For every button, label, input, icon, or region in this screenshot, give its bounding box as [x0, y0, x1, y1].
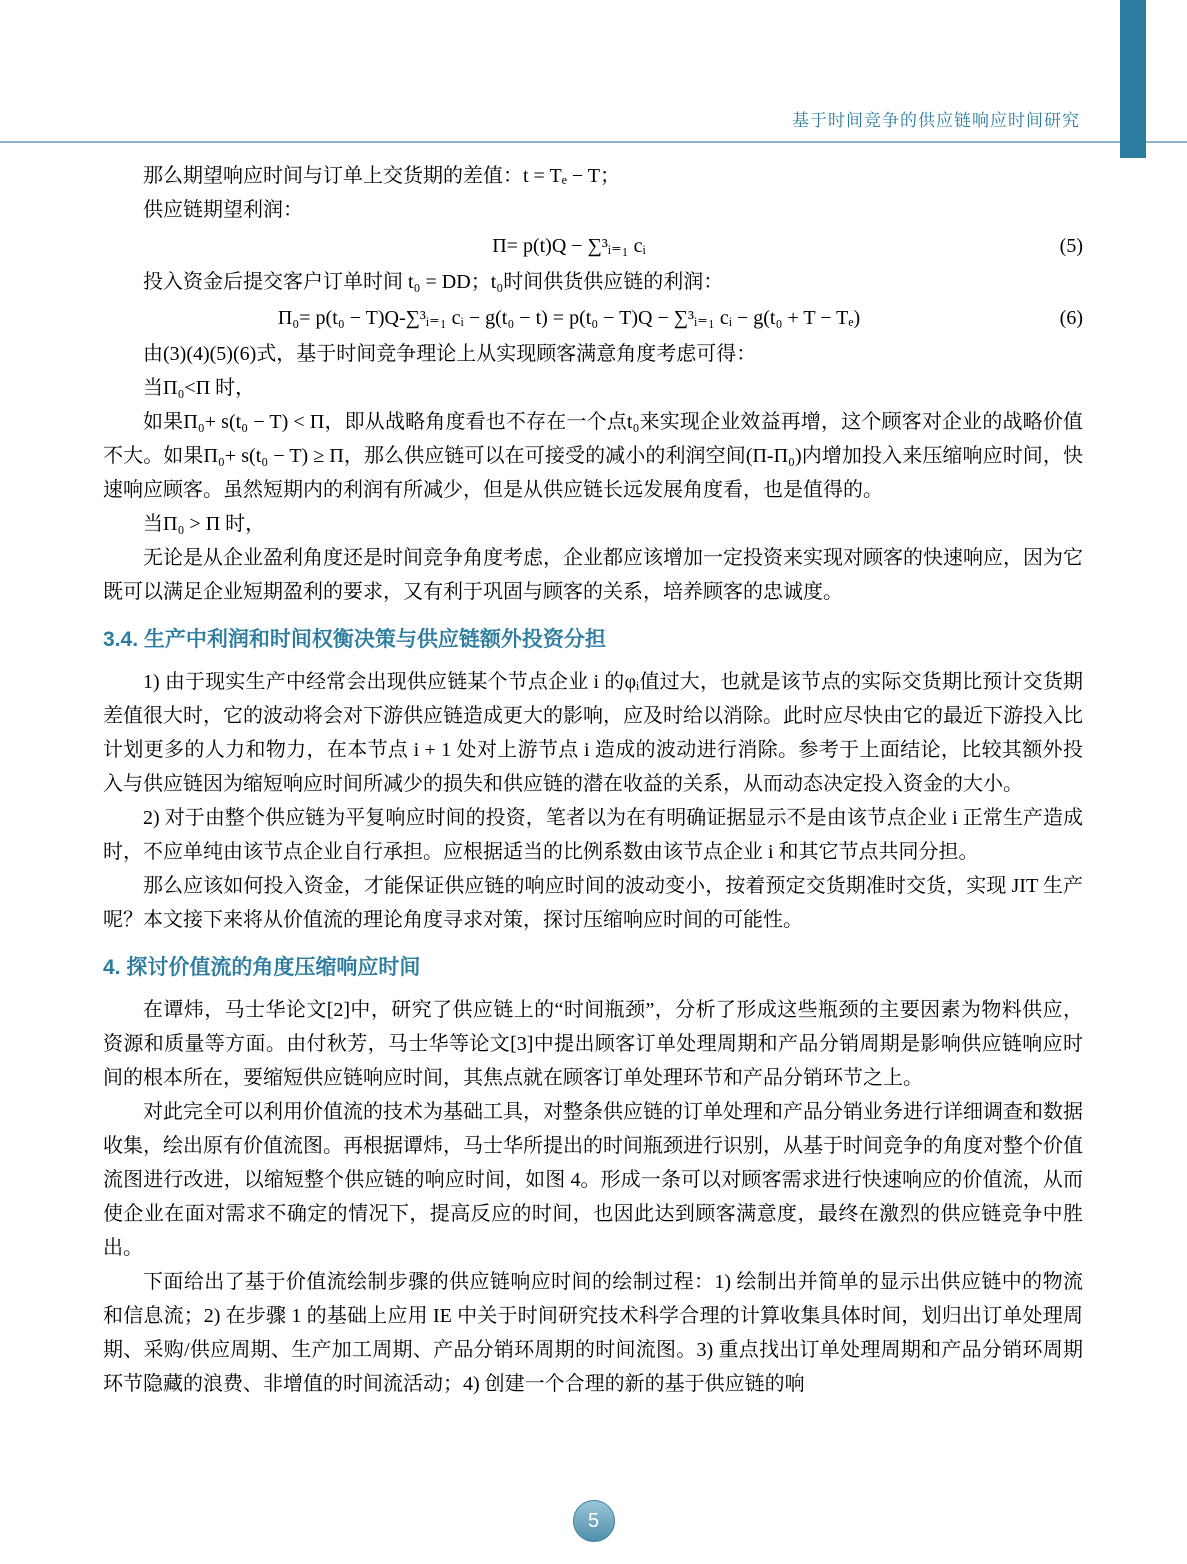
paragraph: 由(3)(4)(5)(6)式，基于时间竞争理论上从实现顾客满意角度考虑可得： [143, 343, 757, 365]
paragraph: 1) 由于现实生产中经常会出现供应链某个节点企业 i 的φᵢ值过大，也就是该节点的实际交货期比预计交货期差值很大时，它的波动将会对下游供应链造成更大的影响，应及时给以消除。此时应尽快由它的最近下游投入比计划更多的人力和物力，在本节点 i + 1 处对上游节点 i 造成的波动进行消除。参考于上面结论，比较其额外投入与供应链因为缩短响应时间所减少的损失和供应链的潜在收益的关系，从而动态决定投入资金的大小。 [103, 671, 1083, 795]
paragraph: 供应链期望利润： [143, 199, 303, 221]
paragraph: 如果Π₀+ s(t₀ − T) < Π，即从战略角度看也不存在一个点t₀来实现企业效益再增，这个顾客对企业的战略价值不大。如果Π₀+ s(t₀ − T) ≥ Π，那么供应链可以在可接受的减小的利润空间(Π-Π₀)内增加投入来压缩响应时间，快速响应顾客。虽然短期内的利润有所减少，但是从供应链长远发展角度看，也是值得的。 [103, 411, 1083, 501]
header-divider [0, 141, 1187, 143]
page-footer [0, 1500, 1187, 1542]
paragraph: 对此完全可以利用价值流的技术为基础工具，对整条供应链的订单处理和产品分销业务进行详细调查和数据收集，绘出原有价值流图。再根据谭炜，马士华所提出的时间瓶颈进行识别，从基于时间竞争的角度对整个价值流图进行改进，以缩短整个供应链的响应时间，如图 4。形成一条可以对顾客需求进行快速响应的价值流，从而使企业在面对需求不确定的情况下，提高反应的时间，也因此达到顾客满意度，最终在激烈的供应链竞争中胜出。 [103, 1101, 1083, 1259]
equation-6 [103, 299, 1083, 337]
equation-5-expression: Π= p(t)Q − ∑³ᵢ₌₁ cᵢ [492, 235, 646, 257]
page-header [0, 0, 1187, 131]
paragraph: 2) 对于由整个供应链为平复响应时间的投资，笔者以为在有明确证据显示不是由该节点企业 i 正常生产造成时，不应单纯由该节点企业自行承担。应根据适当的比例系数由该节点企业 i 和其它节点共同分担。 [103, 807, 1083, 863]
page-number: 5 [587, 1509, 600, 1532]
equation-5 [103, 227, 1083, 265]
paragraph: 无论是从企业盈利角度还是时间竞争角度考虑，企业都应该增加一定投资来实现对顾客的快速响应，因为它既可以满足企业短期盈利的要求，又有利于巩固与顾客的关系，培养顾客的忠诚度。 [103, 547, 1083, 603]
paragraph: 那么期望响应时间与订单上交货期的差值：t = Tₑ − T； [143, 165, 620, 187]
equation-6-expression: Π₀= p(t₀ − T)Q-∑³ᵢ₌₁ cᵢ − g(t₀ − t) = p(t₀ − T)Q − ∑³ᵢ₌₁ cᵢ − g(t₀ + T − Tₑ) [277, 307, 861, 329]
running-head-title: 基于时间竞争的供应链响应时间研究 [792, 111, 1080, 130]
page-number-badge [573, 1500, 615, 1542]
paragraph: 在谭炜，马士华论文[2]中，研究了供应链上的“时间瓶颈”，分析了形成这些瓶颈的主要因素为物料供应，资源和质量等方面。由付秋芳，马士华等论文[3]中提出顾客订单处理周期和产品分销周期是影响供应链响应时间的根本所在，要缩短供应链响应时间，其焦点就在顾客订单处理环节和产品分销环节之上。 [103, 999, 1083, 1089]
equation-5-number: (5) [1059, 235, 1083, 257]
equation-6-number: (6) [1059, 307, 1083, 329]
paragraph: 那么应该如何投入资金，才能保证供应链的响应时间的波动变小，按着预定交货期准时交货，实现 JIT 生产呢？本文接下来将从价值流的理论角度寻求对策，探讨压缩响应时间的可能性。 [103, 875, 1083, 931]
paragraph: 当Π₀ > Π 时， [143, 513, 266, 535]
paragraph: 下面给出了基于价值流绘制步骤的供应链响应时间的绘制过程：1) 绘制出并简单的显示出供应链中的物流和信息流；2) 在步骤 1 的基础上应用 IE 中关于时间研究技术科学合理的计算收集具体时间，划归出订单处理周期、采购/供应周期、生产加工周期、产品分销环周期的时间流图。3) 重点找出订单处理周期和产品分销环周期环节隐藏的浪费、非增值的时间流活动；4) 创建一个合理的新的基于供应链的响 [103, 1271, 1083, 1395]
section-heading-3-4: 3.4. 生产中利润和时间权衡决策与供应链额外投资分担 [103, 628, 606, 651]
section-heading-4: 4. 探讨价值流的角度压缩响应时间 [103, 956, 421, 979]
paragraph: 当Π₀<Π 时， [143, 377, 256, 399]
paragraph: 投入资金后提交客户订单时间 t₀ = DD；t₀时间供货供应链的利润： [143, 271, 724, 293]
header-corner-bar [1120, 0, 1146, 158]
body-text-column [103, 159, 1083, 1401]
